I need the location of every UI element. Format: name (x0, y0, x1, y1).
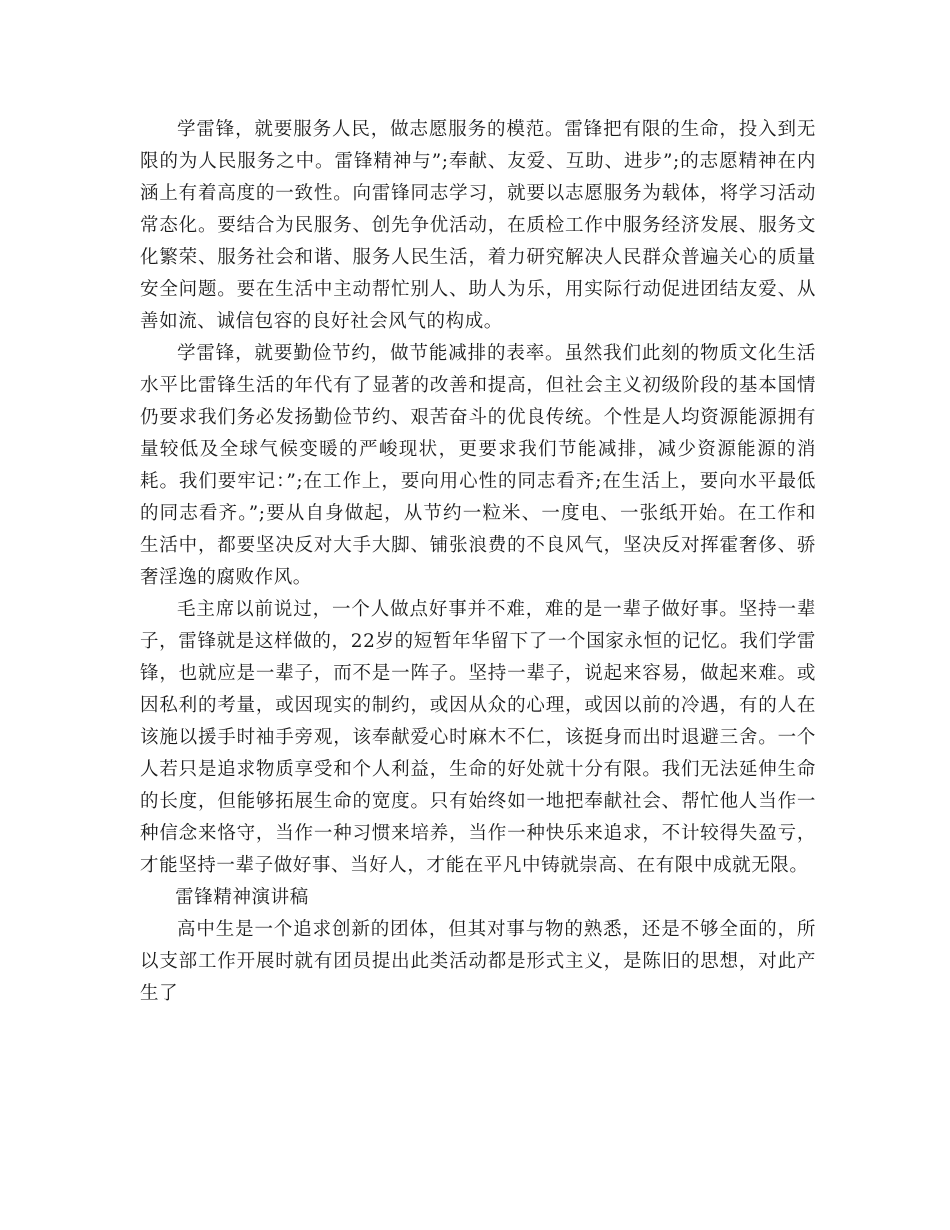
section-subtitle: 雷锋精神演讲稿 (175, 887, 309, 908)
document-body (140, 114, 816, 1010)
paragraph-thrift-energy-saving: 学雷锋，就要勤俭节约，做节能减排的表率。虽然我们此刻的物质文化生活水平比雷锋生活的年代有了显著的改善和提高，但社会主义初级阶段的基本国情仍要求我们务必发扬勤俭节约、艰苦奋斗的优良传统。个性是人均资源能源拥有量较低及全球气候变暖的严峻现状，更要求我们节能减排，减少资源能源的消耗。我们要牢记：”;在工作上，要向用心性的同志看齐;在生活上，要向水平最低的同志看齐。”;要从自身做起，从节约一粒米、一度电、一张纸开始。在工作和生活中，都要坚决反对大手大脚、铺张浪费的不良风气，坚决反对挥霍奢侈、骄奢淫逸的腐败作风。 (140, 343, 816, 588)
paragraph-high-school-students: 高中生是一个追求创新的团体，但其对事与物的熟悉，还是不够全面的，所以支部工作开展时就有团员提出此类活动都是形式主义，是陈旧的思想，对此产生了 (140, 919, 816, 1004)
paragraph-lifelong-good-deeds: 毛主席以前说过，一个人做点好事并不难，难的是一辈子做好事。坚持一辈子，雷锋就是这样做的，22岁的短暂年华留下了一个国家永恒的记忆。我们学雷锋，也就应是一辈子，而不是一阵子。坚持一辈子，说起来容易，做起来难。或因私利的考量，或因现实的制约，或因从众的心理，或因以前的冷遇，有的人在该施以援手时袖手旁观，该奉献爱心时麻木不仁，该挺身而出时退避三舍。一个人若只是追求物质享受和个人利益，生命的好处就十分有限。我们无法延伸生命的长度，但能够拓展生命的宽度。只有始终如一地把奉献社会、帮忙他人当作一种信念来恪守，当作一种习惯来培养，当作一种快乐来追求，不计较得失盈亏，才能坚持一辈子做好事、当好人，才能在平凡中铸就崇高、在有限中成就无限。 (140, 599, 816, 876)
paragraph-volunteer-service: 学雷锋，就要服务人民，做志愿服务的模范。雷锋把有限的生命，投入到无限的为人民服务之中。雷锋精神与”;奉献、友爱、互助、进步”;的志愿精神在内涵上有着高度的一致性。向雷锋同志学习，就要以志愿服务为载体，将学习活动常态化。要结合为民服务、创先争优活动，在质检工作中服务经济发展、服务文化繁荣、服务社会和谐、服务人民生活，着力研究解决人民群众普遍关心的质量安全问题。要在生活中主动帮忙别人、助人为乐，用实际行动促进团结友爱、从善如流、诚信包容的良好社会风气的构成。 (140, 119, 816, 332)
